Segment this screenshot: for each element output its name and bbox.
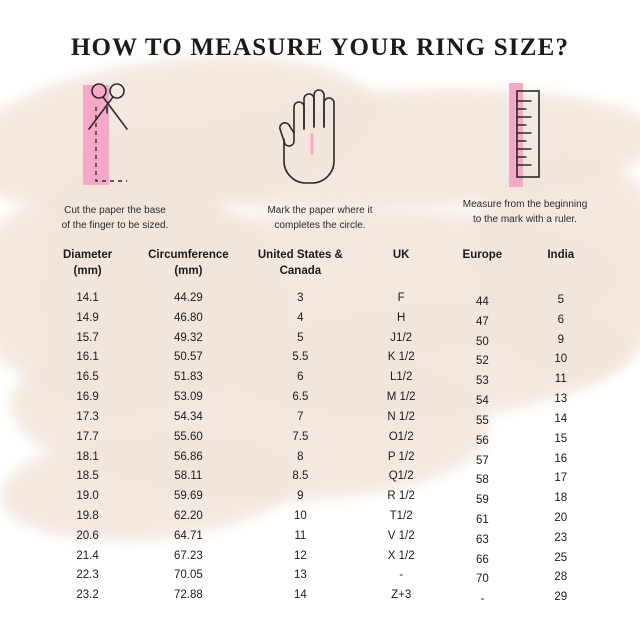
column-header-us-canada: United States & Canada	[257, 249, 343, 277]
table-cell: 56	[475, 434, 489, 447]
table-cell: 4	[297, 311, 304, 324]
table-cell: 66	[475, 553, 489, 566]
table-cell: 8.5	[292, 470, 309, 483]
table-cell: 19.8	[76, 509, 99, 522]
table-cell: 18	[554, 492, 568, 505]
step-mark-paper	[225, 76, 415, 233]
table-cell: 52	[475, 355, 489, 368]
table-body	[40, 289, 600, 606]
table-cell: 18.5	[76, 470, 99, 483]
steps-row	[0, 76, 640, 236]
scissors-paper-strip-icon	[20, 76, 210, 196]
page-title: HOW TO MEASURE YOUR RING SIZE?	[70, 34, 570, 61]
table-cell: 9	[297, 490, 304, 503]
table-cell: 55	[475, 414, 489, 427]
table-cell: 14	[554, 412, 568, 425]
table-cell: 59	[475, 494, 489, 507]
table-cell: 53	[475, 375, 489, 388]
table-cell: P 1/2	[387, 450, 415, 463]
table-cell: 23	[554, 531, 568, 544]
table-cell: 47	[475, 315, 489, 328]
table-cell: 5	[297, 331, 304, 344]
table-cell: 58	[475, 474, 489, 487]
table-cell: -	[480, 593, 485, 606]
table-cell: 46.80	[173, 311, 203, 324]
table-cell: 7.5	[292, 430, 309, 443]
table-cell: 72.88	[173, 589, 203, 602]
table-cell: 5	[557, 294, 564, 307]
table-cell: 25	[554, 551, 568, 564]
column-header-diameter: Diameter (mm)	[62, 249, 113, 277]
table-cell: 70	[475, 573, 489, 586]
table-cell: 15.7	[76, 331, 99, 344]
table-cell: 51.83	[173, 371, 203, 384]
table-header-row	[40, 246, 600, 289]
ruler-measure-icon	[430, 76, 620, 196]
table-cell: 10	[554, 353, 568, 366]
table-cell: 54.34	[173, 410, 203, 423]
step-caption: Cut the paper the base of the finger to be sized.	[61, 205, 169, 231]
table-cell: N 1/2	[387, 410, 415, 423]
table-cell: K 1/2	[387, 351, 415, 364]
table-cell: 16	[554, 452, 568, 465]
table-cell: 62.20	[173, 509, 203, 522]
table-cell: M 1/2	[386, 391, 416, 404]
table-cell: 57	[475, 454, 489, 467]
table-cell: X 1/2	[387, 549, 415, 562]
table-cell: 21.4	[76, 549, 99, 562]
table-cell: Z+3	[391, 589, 412, 602]
table-cell: 11	[554, 373, 567, 386]
table-cell: 28	[554, 571, 568, 584]
table-cell: -	[399, 569, 404, 582]
table-cell: 7	[297, 410, 304, 423]
ring-size-table	[40, 246, 600, 606]
table-cell: 6.5	[292, 391, 309, 404]
table-cell: 50	[475, 335, 489, 348]
table-cell: 44	[475, 296, 489, 309]
table-cell: 50.57	[173, 351, 203, 364]
table-cell: 8	[297, 450, 304, 463]
table-cell: 70.05	[173, 569, 203, 582]
table-cell: 22.3	[76, 569, 99, 582]
table-cell: 64.71	[173, 529, 203, 542]
table-cell: 13	[293, 569, 307, 582]
table-cell: 6	[297, 371, 304, 384]
table-cell: J1/2	[390, 331, 413, 344]
step-caption: Mark the paper where it completes the circle.	[267, 205, 373, 231]
step-measure-ruler	[430, 76, 620, 227]
table-cell: H	[397, 311, 406, 324]
step-caption: Measure from the beginning to the mark with a ruler.	[462, 199, 588, 225]
table-cell: 9	[557, 333, 564, 346]
table-cell: F	[397, 292, 405, 305]
table-cell: 13	[554, 393, 568, 406]
table-cell: 44.29	[173, 292, 203, 305]
table-cell: 3	[297, 292, 304, 305]
table-cell: L1/2	[389, 371, 413, 384]
column-header-uk: UK	[392, 249, 410, 261]
table-row	[40, 289, 600, 309]
table-cell: 63	[475, 533, 489, 546]
table-cell: 16.5	[76, 371, 99, 384]
column-header-india: India	[547, 249, 575, 261]
table-cell: 5.5	[292, 351, 309, 364]
hand-with-paper-strip-icon	[225, 76, 415, 196]
table-cell: 55.60	[173, 430, 203, 443]
table-cell: 56.86	[173, 450, 203, 463]
table-cell: 54	[475, 395, 489, 408]
table-cell: 14	[293, 589, 307, 602]
table-cell: 61	[475, 513, 489, 526]
table-cell: 14.1	[76, 292, 99, 305]
column-header-circumference: Circumference (mm)	[148, 249, 229, 277]
table-cell: 20.6	[76, 529, 99, 542]
table-cell: V 1/2	[387, 529, 415, 542]
table-cell: 20	[554, 511, 568, 524]
table-cell: 23.2	[76, 589, 99, 602]
table-cell: 18.1	[76, 450, 99, 463]
table-cell: 59.69	[173, 490, 203, 503]
table-cell: T1/2	[389, 509, 413, 522]
step-cut-paper	[20, 76, 210, 233]
table-cell: O1/2	[388, 430, 414, 443]
table-cell: 17.3	[76, 410, 99, 423]
table-cell: Q1/2	[388, 470, 414, 483]
table-cell: R 1/2	[387, 490, 415, 503]
table-header	[40, 246, 600, 289]
table-cell: 11	[294, 529, 307, 542]
table-cell: 19.0	[76, 490, 99, 503]
table-cell: 17	[554, 472, 568, 485]
table-cell: 29	[554, 591, 568, 604]
table-cell: 10	[293, 509, 307, 522]
table-cell: 53.09	[173, 391, 203, 404]
table-cell: 17.7	[76, 430, 99, 443]
table-cell: 16.1	[76, 351, 99, 364]
table-cell: 58.11	[174, 470, 203, 483]
table-cell: 12	[293, 549, 307, 562]
column-header-europe: Europe	[462, 249, 503, 261]
table-cell: 16.9	[76, 391, 99, 404]
table-cell: 49.32	[173, 331, 203, 344]
table-cell: 15	[554, 432, 568, 445]
table-cell: 67.23	[173, 549, 203, 562]
table-cell: 14.9	[76, 311, 99, 324]
table-cell: 6	[557, 313, 564, 326]
